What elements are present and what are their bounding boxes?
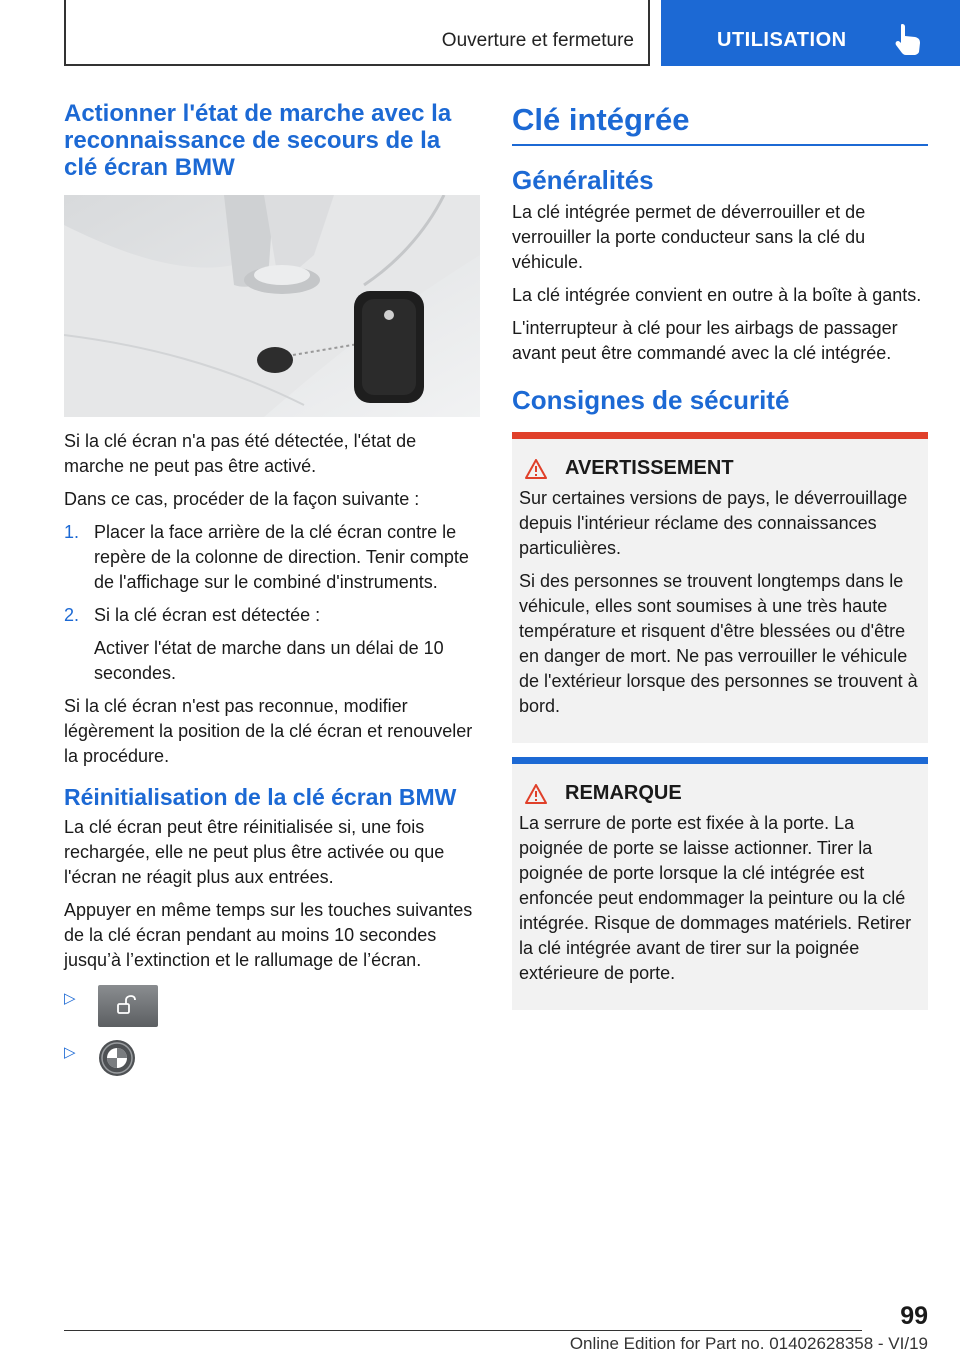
pointing-hand-icon bbox=[893, 22, 923, 56]
section-title-integrated-key: Clé intégrée bbox=[512, 100, 928, 146]
step-2-substep: Activer l'état de marche dans un délai de 10 secondes. bbox=[94, 638, 444, 683]
unlock-button-icon bbox=[98, 985, 158, 1027]
step-text: Placer la face arrière de la clé écran contre le repère de la colonne de direction. Tenir compte de l'affichage sur le combiné d'instruments. bbox=[94, 522, 469, 592]
bullet-triangle-icon: ▷ bbox=[64, 1044, 76, 1061]
paragraph-reset-condition: La clé écran peut être réinitialisée si, une fois rechargée, elle ne peut plus être activée ou que l'écran ne réagit plus aux entrées. bbox=[64, 817, 445, 887]
warning-paragraph-2: Si des personnes se trouvent longtemps dans le véhicule, elles sont soumises à une très haute température et risquent d'être blessées ou d'être en danger de mort. Ne pas verrouiller le véhicule de l'extérieur lorsque des personnes se trouvent à bord. bbox=[519, 571, 918, 716]
header-chapter-title: UTILISATION bbox=[717, 29, 847, 51]
paragraph-procedure-intro: Dans ce cas, procéder de la façon suivante : bbox=[64, 489, 420, 509]
notice-paragraph: La serrure de porte est fixée à la porte. La poignée de porte se laisse actionner. Tirer la poignée de porte lorsque la clé intégrée est enfoncée peut endommager la peinture ou la clé intégrée. Risque de dommages matériels. Retirer la clé intégrée avant de tirer sur la poignée extérieure de porte. bbox=[519, 813, 912, 983]
section-title-emergency-start: Actionner l'état de marche avec la reconnaissance de secours de la clé écran BMW bbox=[64, 100, 452, 181]
bullet-triangle-icon: ▷ bbox=[64, 990, 76, 1007]
warning-box bbox=[512, 432, 928, 743]
steering-column-key-photo bbox=[64, 195, 480, 417]
paragraph-not-detected: Si la clé écran n'a pas été détectée, l'état de marche ne peut pas être activé. bbox=[64, 431, 417, 476]
paragraph-general-3: L'interrupteur à clé pour les airbags de passager avant peut être commandé avec la clé intégrée. bbox=[512, 318, 898, 363]
paragraph-not-recognised: Si la clé écran n'est pas reconnue, modifier légèrement la position de la clé écran et renouveler la procédure. bbox=[64, 696, 473, 766]
paragraph-general-2: La clé intégrée convient en outre à la boîte à gants. bbox=[512, 285, 922, 305]
paragraph-general-1: La clé intégrée permet de déverrouiller et de verrouiller la porte conducteur sans la clé du véhicule. bbox=[512, 202, 866, 272]
warning-paragraph-1: Sur certaines versions de pays, le déverrouillage depuis l'intérieur réclame des connaissances particulières. bbox=[519, 488, 908, 558]
procedure-steps bbox=[64, 520, 480, 628]
notice-label: REMARQUE bbox=[565, 782, 682, 804]
header-section-box bbox=[64, 0, 650, 66]
reset-key-bmw bbox=[64, 1039, 480, 1077]
footer-edition: Online Edition for Part no. 01402628358 - VI/19 bbox=[569, 1334, 928, 1353]
footer-divider bbox=[64, 1330, 862, 1331]
list-item bbox=[64, 603, 480, 628]
notice-box bbox=[512, 757, 928, 1010]
reset-key-lock bbox=[64, 985, 480, 1027]
subsection-title-safety: Consignes de sécurité bbox=[512, 385, 790, 415]
section-title-reset: Réinitialisation de la clé écran BMW bbox=[64, 784, 457, 810]
step-number: 2. bbox=[64, 605, 80, 625]
left-column bbox=[64, 100, 480, 1077]
step-text: Si la clé écran est détectée : bbox=[94, 605, 321, 625]
warning-label: AVERTISSEMENT bbox=[565, 457, 734, 479]
header-section-title: Ouverture et fermeture bbox=[441, 30, 634, 51]
list-item bbox=[64, 520, 480, 595]
step-number: 1. bbox=[64, 522, 80, 542]
notice-triangle-icon bbox=[525, 784, 547, 804]
subsection-title-general: Généralités bbox=[512, 165, 654, 195]
page-number: 99 bbox=[900, 1302, 928, 1330]
right-column bbox=[512, 100, 928, 1024]
bmw-logo-button-icon bbox=[98, 1039, 136, 1077]
warning-triangle-icon bbox=[525, 459, 547, 479]
paragraph-reset-instruction: Appuyer en même temps sur les touches suivantes de la clé écran pendant au moins 10 secondes jusqu’à l’extinction et le rallumage de l’écran. bbox=[64, 900, 473, 970]
header-chapter-tab bbox=[661, 0, 960, 66]
